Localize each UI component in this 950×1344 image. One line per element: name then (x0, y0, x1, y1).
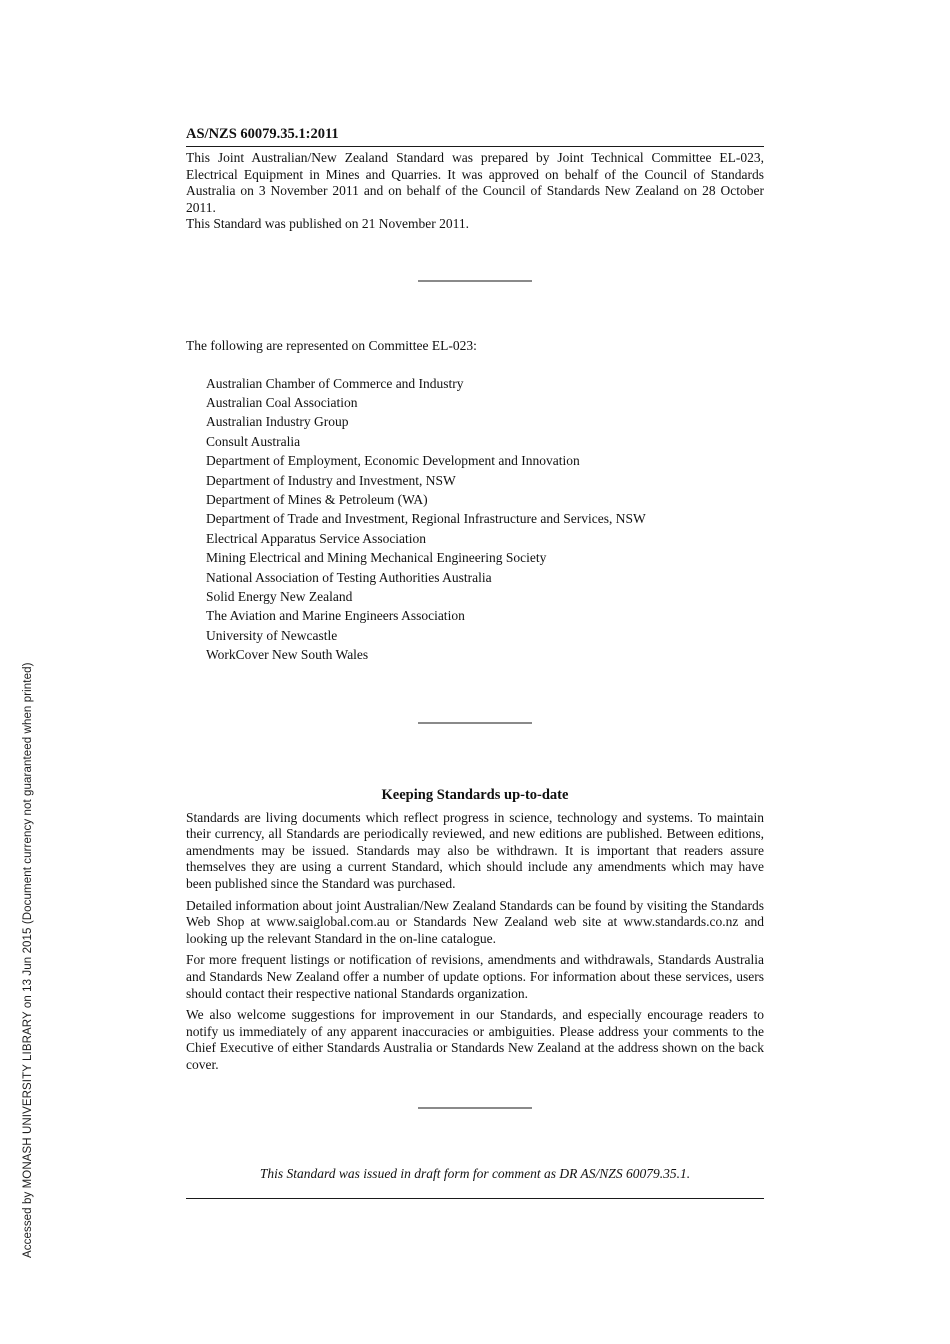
committee-member: Department of Trade and Investment, Regional Infrastructure and Services, NSW (206, 511, 646, 527)
keeping-standards-paragraph: Detailed information about joint Australian/New Zealand Standards can be found by visiting the Standards Web Shop at www.saiglobal.com.au or Standards New Zealand web site at www.standards.co.nz and looking up the relevant Standard in the on-line catalogue. (186, 897, 764, 946)
section-divider (418, 280, 532, 282)
draft-issue-note: This Standard was issued in draft form for comment as DR AS/NZS 60079.35.1. (259, 1165, 691, 1181)
committee-member: Solid Energy New Zealand (206, 589, 353, 605)
committee-member: Department of Mines & Petroleum (WA) (206, 492, 428, 507)
committee-member: Department of Employment, Economic Development and Innovation (206, 453, 580, 469)
standard-id-header: AS/NZS 60079.35.1:2011 (186, 126, 764, 147)
section-divider (418, 722, 532, 724)
section-divider (418, 1107, 532, 1109)
keeping-standards-heading: Keeping Standards up-to-date (381, 786, 569, 803)
committee-member: Australian Industry Group (206, 414, 349, 430)
keeping-standards-paragraph: Standards are living documents which reflect progress in science, technology and systems. To maintain their currency, all Standards are periodically reviewed, and new editions are published. Between editions, amendments may be issued. Standards may also be withdrawn. It is important that readers assure themselves they are using a current Standard, which should include any amendments which may have been published since the Standard was purchased. (186, 809, 764, 892)
committee-member: The Aviation and Marine Engineers Association (206, 608, 465, 624)
committee-intro: The following are represented on Committee EL-023: (186, 337, 477, 353)
preparation-paragraph: This Joint Australian/New Zealand Standard was prepared by Joint Technical Committee EL-023, Electrical Equipment in Mines and Quarries. It was approved on behalf of the Council of Standards Australia on 3 November 2011 and on behalf of the Council of Standards New Zealand on 28 October 2011. (186, 150, 764, 215)
committee-member: University of Newcastle (206, 627, 338, 643)
committee-member: Mining Electrical and Mining Mechanical Engineering Society (206, 550, 547, 566)
committee-member: Australian Chamber of Commerce and Industry (206, 375, 464, 391)
committee-member: WorkCover New South Wales (206, 647, 369, 663)
committee-member: Electrical Apparatus Service Association (206, 530, 427, 546)
committee-member-list (206, 374, 764, 665)
access-watermark: Accessed by MONASH UNIVERSITY LIBRARY on 13 Jun 2015 (Document currency not guaranteed when printed) (22, 662, 34, 1258)
keeping-standards-paragraph: For more frequent listings or notification of revisions, amendments and withdrawals, Standards Australia and Standards New Zealand offer a number of update options. For information about these services, users should contact their respective national Standards organization. (186, 952, 764, 1001)
page-content (186, 126, 764, 1199)
keeping-standards-paragraph: We also welcome suggestions for improvement in our Standards, and especially encourage readers to notify us immediately of any apparent inaccuracies or ambiguities. Please address your comments to the Chief Executive of either Standards Australia or Standards New Zealand at the address shown on the back cover. (186, 1007, 764, 1072)
committee-member: Consult Australia (206, 433, 301, 449)
footer-rule (186, 1198, 764, 1199)
committee-member: Australian Coal Association (206, 394, 358, 410)
publication-paragraph: This Standard was published on 21 November 2011. (186, 216, 469, 232)
committee-member: National Association of Testing Authorities Australia (206, 569, 492, 585)
committee-member: Department of Industry and Investment, NSW (206, 472, 456, 488)
